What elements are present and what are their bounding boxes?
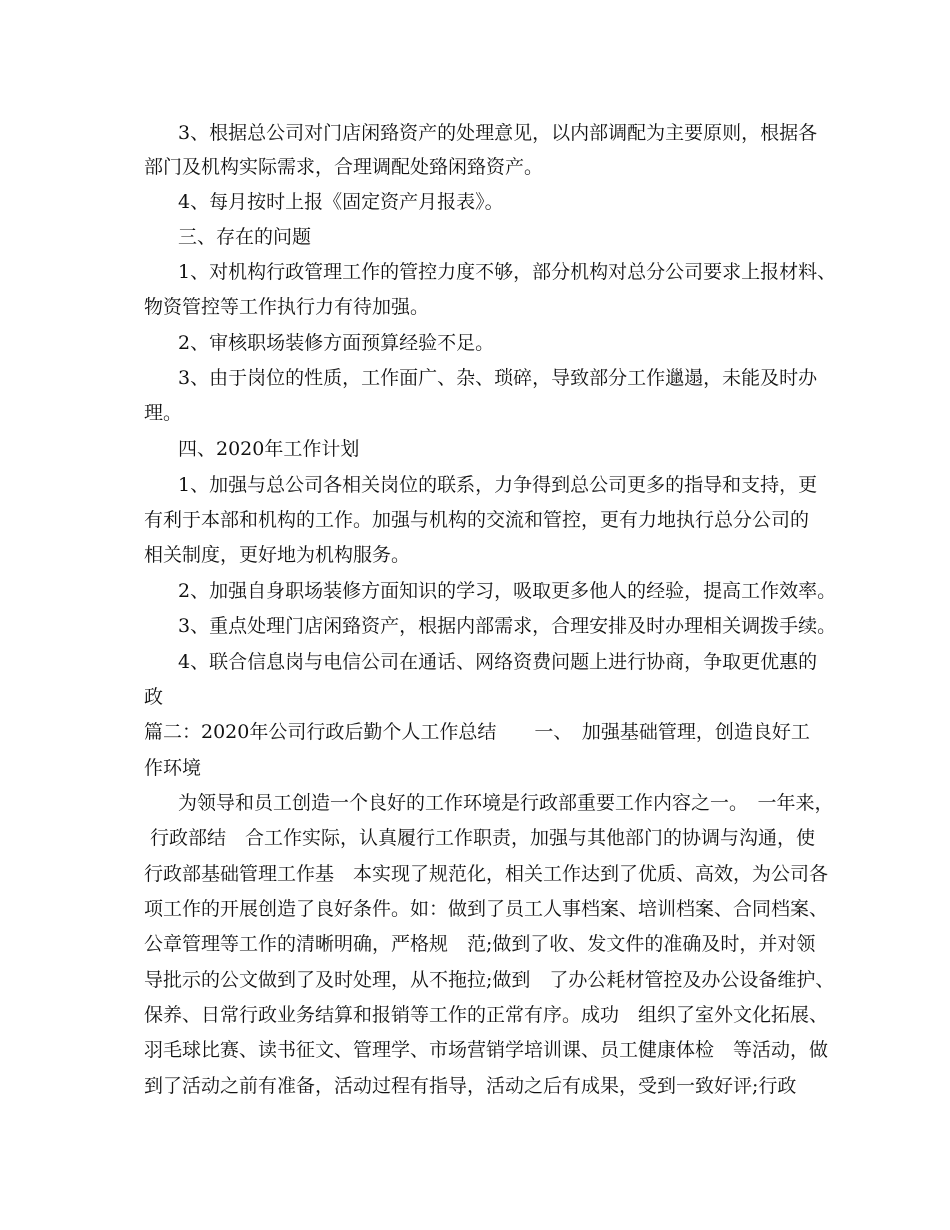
paragraph-line: 行政部结 合工作实际，认真履行工作职责，加强与其他部门的协调与沟通，使 [144, 827, 816, 849]
paragraph-line: 物资管控等工作执行力有待加强。 [144, 296, 430, 318]
section-heading: 四、2020年工作计划 [178, 438, 360, 460]
paragraph-line: 2、加强自身职场装修方面知识的学习，吸取更多他人的经验，提高工作效率。 [178, 580, 837, 602]
paragraph-line: 行政部基础管理工作基 本实现了规范化，相关工作达到了优质、高效，为公司各 [144, 863, 829, 885]
paragraph-line: 理。 [144, 402, 183, 424]
paragraph-line: 保养、日常行政业务结算和报销等工作的正常有序。成功 组织了室外文化拓展、 [144, 1004, 829, 1026]
paragraph-line: 公章管理等工作的清晰明确，严格规 范;做到了收、发文件的准确及时，并对领 [144, 933, 816, 955]
section-heading: 三、存在的问题 [178, 226, 312, 248]
paragraph-line: 部门及机构实际需求，合理调配处臵闲臵资产。 [144, 156, 544, 178]
article-heading: 作环境 [144, 757, 202, 779]
paragraph-line: 3、重点处理门店闲臵资产，根据内部需求，合理安排及时办理相关调拨手续。 [178, 615, 837, 637]
paragraph-line: 3、根据总公司对门店闲臵资产的处理意见，以内部调配为主要原则，根据各 [178, 122, 818, 144]
paragraph-line: 为领导和员工创造一个良好的工作环境是行政部重要工作内容之一。 一年来， [178, 792, 834, 814]
paragraph-line: 4、每月按时上报《固定资产月报表》。 [178, 191, 504, 213]
paragraph-line: 2、审核职场装修方面预算经验不足。 [178, 332, 495, 354]
paragraph-line: 4、联合信息岗与电信公司在通话、网络资费问题上进行协商，争取更优惠的 [178, 651, 818, 673]
paragraph-line: 羽毛球比赛、读书征文、管理学、市场营销学培训课、员工健康体检 等活动，做 [144, 1039, 829, 1061]
paragraph-line: 3、由于岗位的性质，工作面广、杂、琐碎，导致部分工作邋遢，未能及时办 [178, 367, 818, 389]
paragraph-line: 1、加强与总公司各相关岗位的联系，力争得到总公司更多的指导和支持，更 [178, 474, 818, 496]
paragraph-line: 导批示的公文做到了及时处理，从不拖拉;做到 了办公耗材管控及办公设备维护、 [144, 969, 835, 991]
paragraph-line: 到了活动之前有准备，活动过程有指导，活动之后有成果，受到一致好评;行政 [144, 1075, 797, 1097]
paragraph-line: 有利于本部和机构的工作。加强与机构的交流和管控，更有力地执行总分公司的 [144, 509, 810, 531]
paragraph-line: 相关制度，更好地为机构服务。 [144, 544, 411, 566]
paragraph-line: 项工作的开展创造了良好条件。如：做到了员工人事档案、培训档案、合同档案、 [144, 898, 829, 920]
article-heading: 篇二：2020年公司行政后勤个人工作总结 一、 加强基础管理，创造良好工 [144, 721, 810, 743]
paragraph-line: 政 [144, 686, 164, 708]
paragraph-line: 1、对机构行政管理工作的管控力度不够，部分机构对总分公司要求上报材料、 [178, 261, 837, 283]
